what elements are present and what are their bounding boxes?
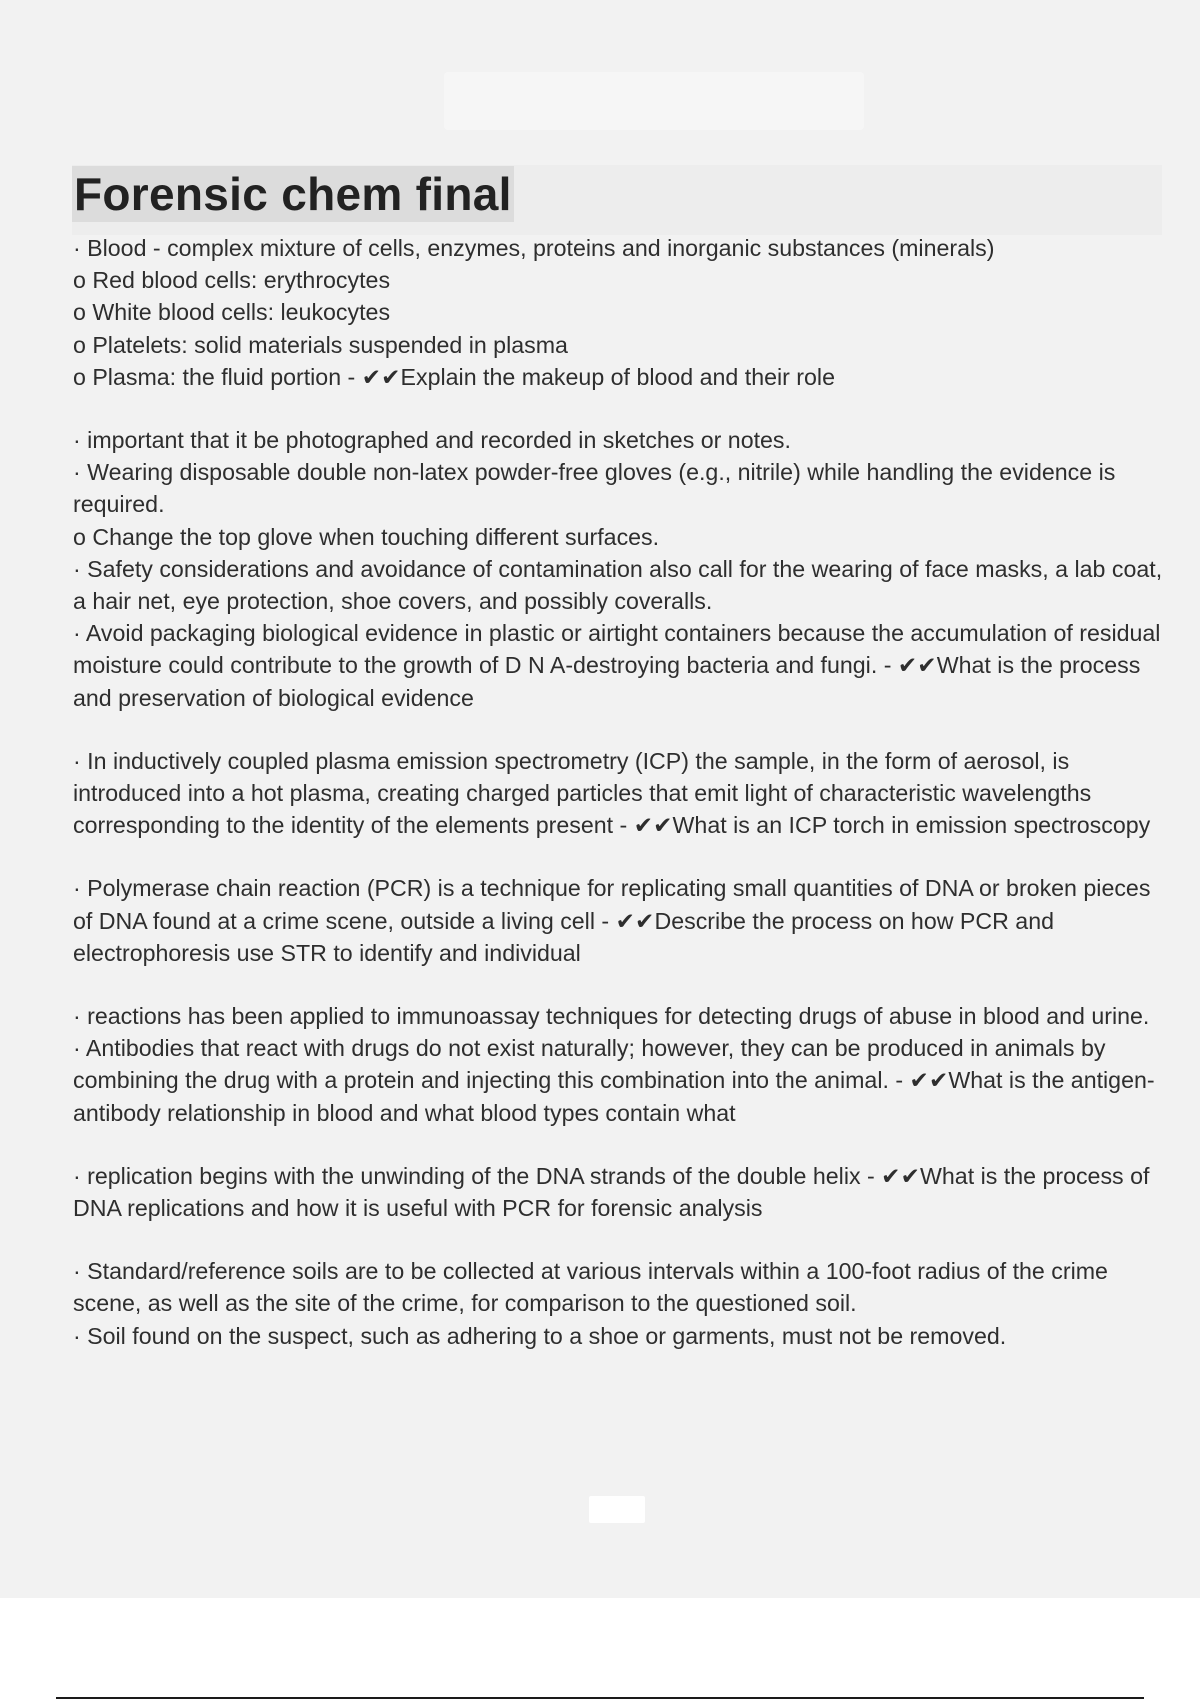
text-line: o Plasma: the fluid portion - ✔✔Explain the makeup of blood and their role xyxy=(73,363,835,390)
text-line: · Blood - complex mixture of cells, enzymes, proteins and inorganic substances (minerals) xyxy=(73,235,995,261)
page-number-placeholder xyxy=(589,1496,645,1523)
text-line: · Avoid packaging biological evidence in plastic or airtight containers because the accumulation of residual moisture could contribute to the growth of D N A-destroying bacteria and fungi. - ✔✔What is the process and preservation of biological evidence xyxy=(73,620,1161,711)
paragraph-soil xyxy=(73,1255,1168,1352)
text-line: o Change the top glove when touching different surfaces. xyxy=(73,523,660,550)
footer-divider xyxy=(56,1697,1144,1699)
paragraph-icp xyxy=(73,745,1168,842)
text-line: o Platelets: solid materials suspended in plasma xyxy=(73,331,568,358)
text-line: · important that it be photographed and recorded in sketches or notes. xyxy=(73,427,791,454)
paragraph-biological-evidence xyxy=(73,424,1168,714)
text-line: · reactions has been applied to immunoassay techniques for detecting drugs of abuse in blood and urine. xyxy=(73,1003,1150,1030)
text-line: · Wearing disposable double non-latex powder-free gloves (e.g., nitrile) while handling the evidence is required. xyxy=(73,459,1116,518)
paragraph-dna-replication xyxy=(73,1160,1168,1224)
paragraph-immunoassay xyxy=(73,1000,1168,1129)
header-placeholder xyxy=(444,72,864,130)
paragraph-pcr xyxy=(73,872,1168,969)
paragraph-blood xyxy=(73,232,1168,393)
text-line: · Polymerase chain reaction (PCR) is a technique for replicating small quantities of DNA or broken pieces of DNA found at a crime scene, outside a living cell - ✔✔Describe the process on how PCR and electrophoresis use STR to identify and individual xyxy=(73,875,1151,966)
text-line: o White blood cells: leukocytes xyxy=(73,299,391,326)
text-line: · Standard/reference soils are to be collected at various intervals within a 100-foot radius of the crime scene, as well as the site of the crime, for comparison to the questioned soil. xyxy=(73,1258,1108,1317)
text-line: · Antibodies that react with drugs do not exist naturally; however, they can be produced in animals by combining the drug with a protein and injecting this combination into the animal. - ✔✔What is the antigen-antibody relationship in blood and what blood types contain what xyxy=(73,1035,1155,1126)
text-line: o Red blood cells: erythrocytes xyxy=(73,267,391,294)
document-title: Forensic chem final xyxy=(74,168,512,220)
text-line: · Safety considerations and avoidance of contamination also call for the wearing of face masks, a lab coat, a hair net, eye protection, shoe covers, and possibly coveralls. xyxy=(73,555,1163,615)
document-body xyxy=(73,232,1168,1383)
text-line: · In inductively coupled plasma emission spectrometry (ICP) the sample, in the form of aerosol, is introduced into a hot plasma, creating charged particles that emit light of characteristic wavelengths corresponding to the identity of the elements present - ✔✔What is an ICP torch in emission spectroscopy xyxy=(73,747,1151,839)
text-line: · replication begins with the unwinding of the DNA strands of the double helix - ✔✔What is the process of DNA replications and how it is useful with PCR for forensic analysis xyxy=(73,1162,1150,1222)
text-line: · Soil found on the suspect, such as adhering to a shoe or garments, must not be removed. xyxy=(73,1322,1007,1349)
